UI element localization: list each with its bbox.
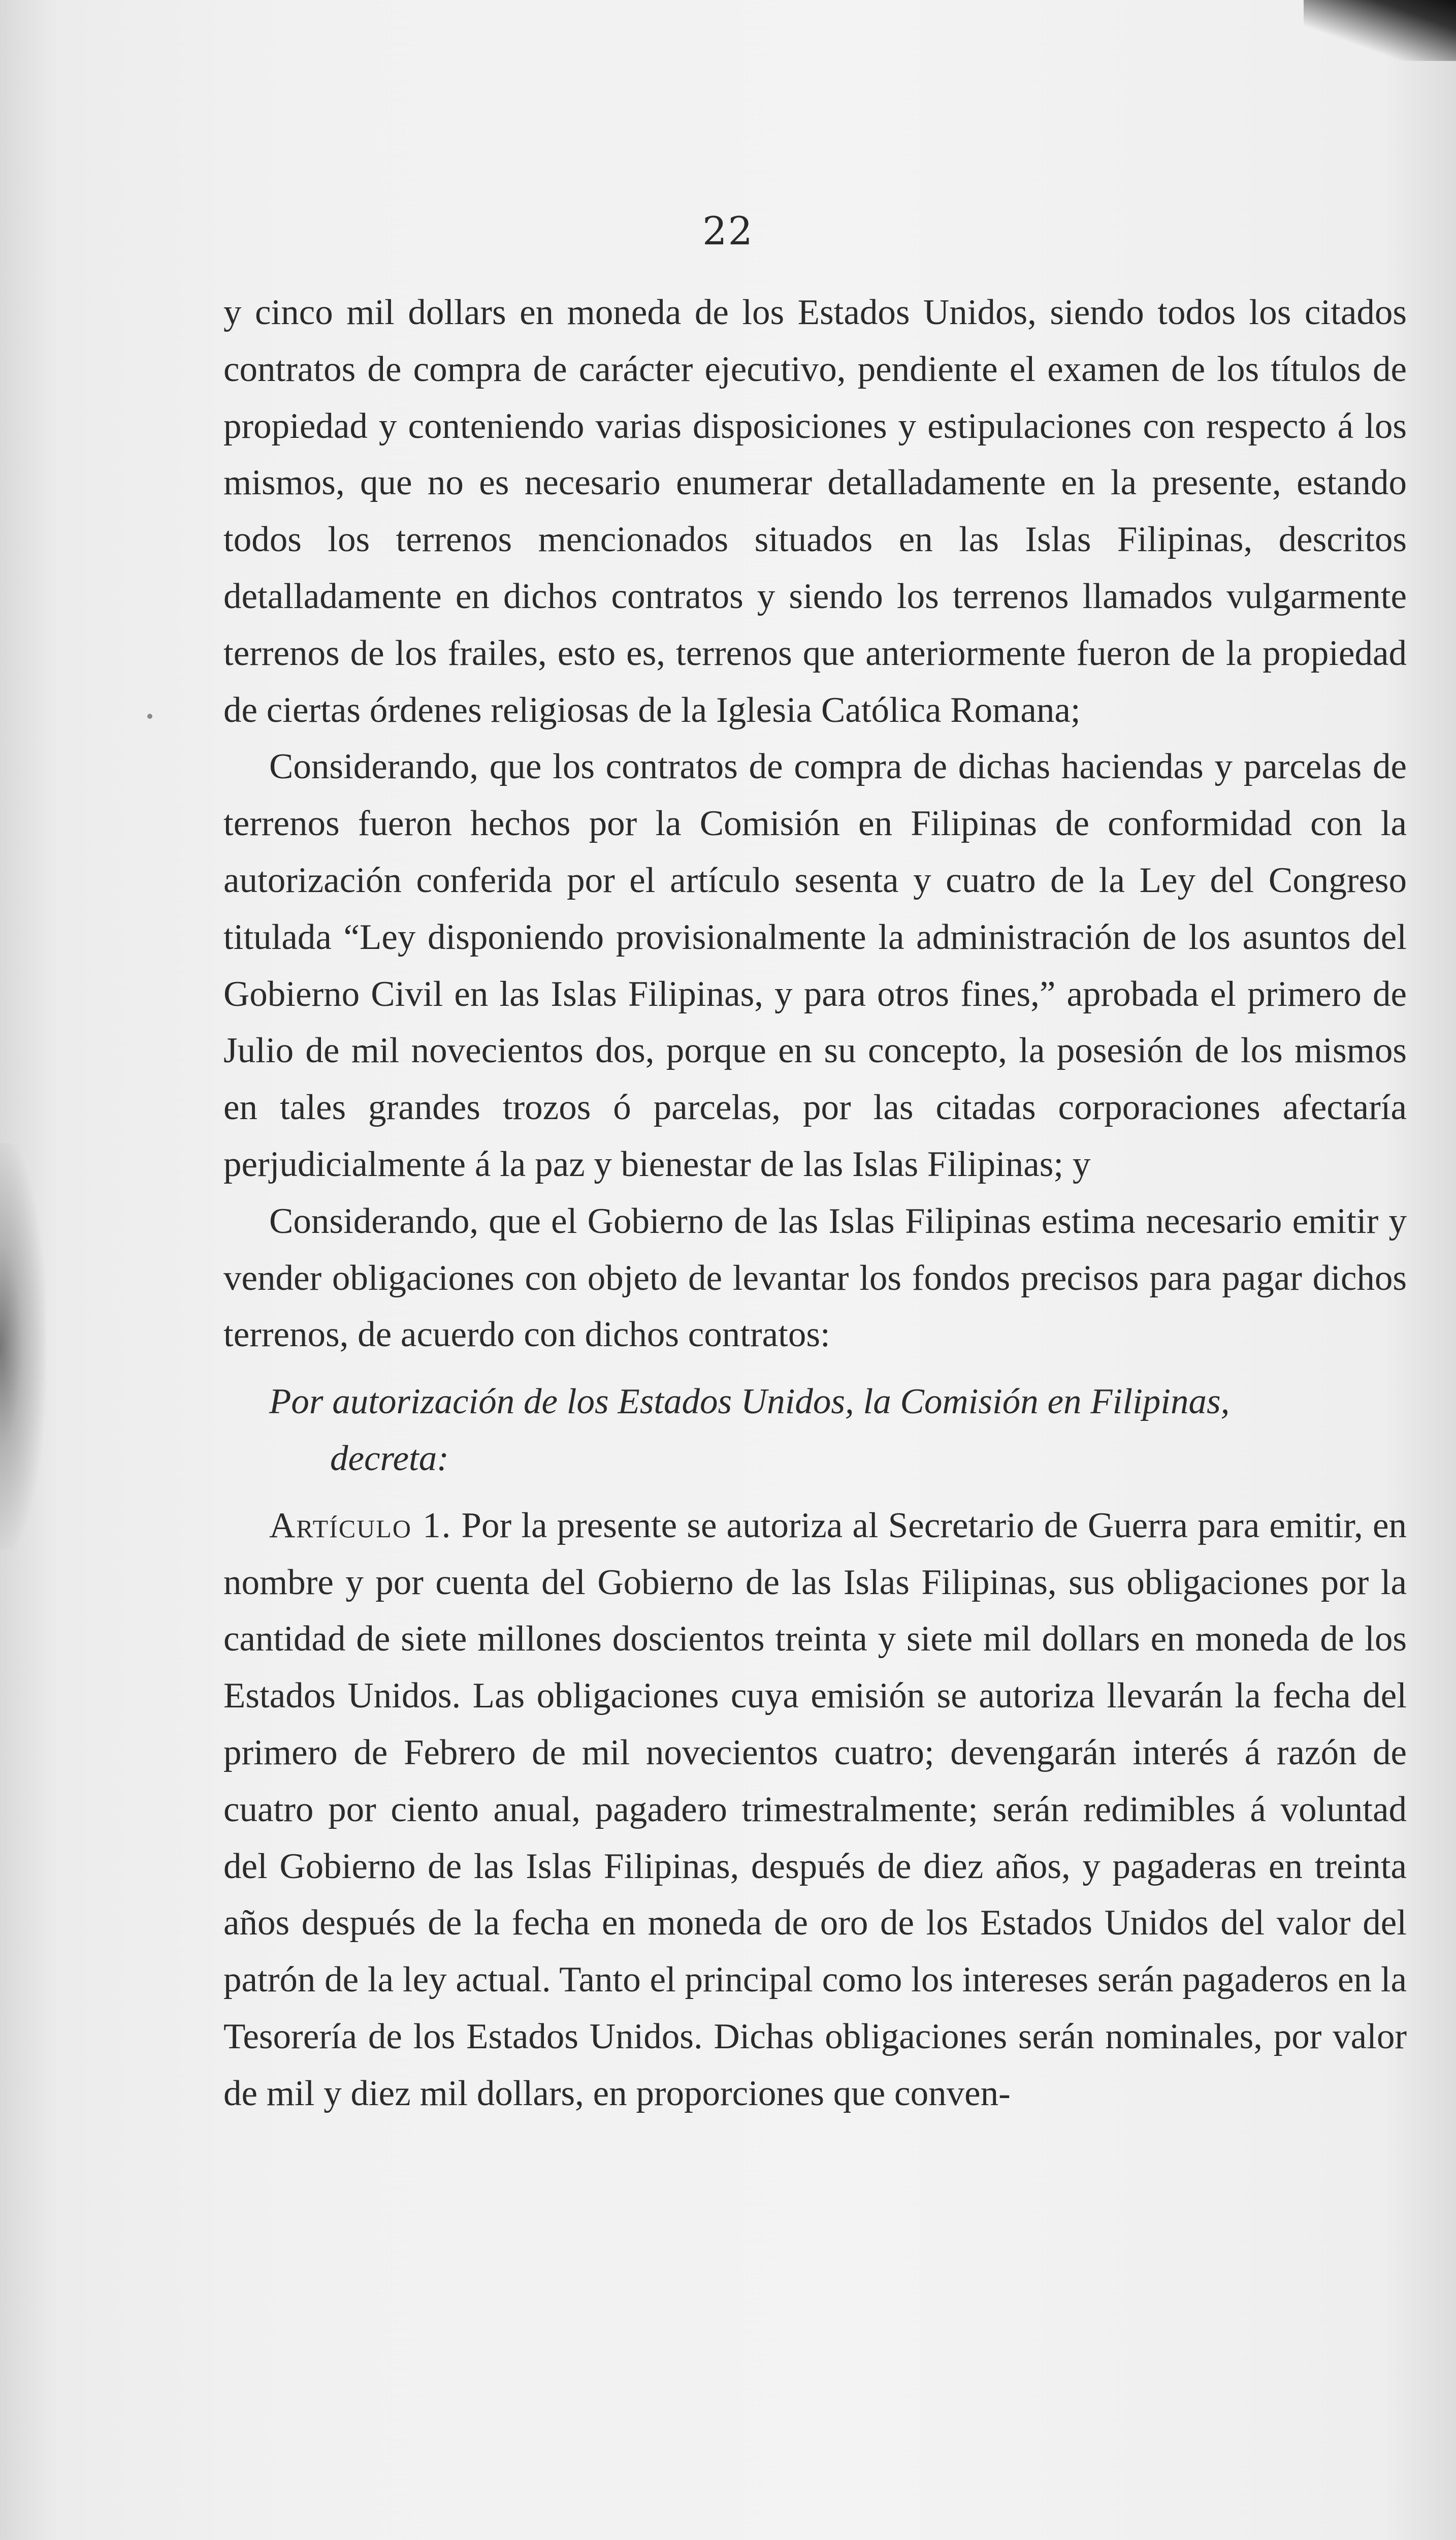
page-corner-shadow [1304, 0, 1456, 61]
article-label: Artículo 1. [269, 1505, 452, 1545]
article-1 [223, 1498, 1407, 2122]
decree-line-2: decreta: [330, 1438, 449, 1478]
article-text: Por la presente se autoriza al Secretario de Guerra para emitir, en nombre y por cuenta del Gobierno de las Islas Filipinas, sus obligaciones por la cantidad de siete millones doscientos treinta y siete mil dollars en moneda de los Estados Unidos. Las obligaciones cuya emisión se autoriza llevarán la fecha del primero de Febrero de mil novecientos cuatro; devengarán interés á razón de cuatro por ciento anual, pagadero trimestralmente; serán redimibles á voluntad del Gobierno de las Islas Filipinas, después de diez años, y pagaderas en treinta años después de la fecha en moneda de oro de los Estados Unidos del valor del patrón de la ley actual. Tanto el principal como los intereses serán pagaderos en la Tesorería de los Estados Unidos. Dichas obligaciones serán nominales, por valor de mil y diez mil dollars, en proporciones que conven- [223, 1505, 1407, 2113]
paragraph-continuation: y cinco mil dollars en moneda de los Estados Unidos, siendo todos los citados contratos de compra de carácter ejecutivo, pendiente el examen de los títulos de propiedad y conteniendo varias disposiciones y estipulaciones con respecto á los mismos, que no es necesario enumerar detalladamente en la presente, estando todos los terrenos mencionados situados en las Islas Filipinas, descritos detalladamente en dichos contratos y siendo los terrenos llamados vulgarmente terrenos de los frailes, esto es, terrenos que anteriormente fueron de la propiedad de ciertas órdenes religiosas de la Iglesia Católica Romana; [223, 293, 1407, 730]
paragraph-considerando-2: Considerando, que el Gobierno de las Islas Filipinas estima necesario emitir y vender obligaciones con objeto de levantar los fondos precisos para pagar dichos terrenos, de acuerdo con dichos contratos: [223, 1201, 1407, 1355]
paragraph-considerando-1: Considerando, que los contratos de compra de dichas haciendas y parcelas de terrenos fueron hechos por la Comisión en Filipinas de conformidad con la autorización conferida por el artículo sesenta y cuatro de la Ley del Congreso titulada “Ley disponiendo provisionalmente la administración de los asuntos del Gobierno Civil en las Islas Filipinas, y para otros fines,” aprobada el primero de Julio de mil novecientos dos, porque en su concepto, la posesión de los mismos en tales grandes trozos ó parcelas, por las citadas corporaciones afectaría perjudicialmente á la paz y bienestar de las Islas Filipinas; y [223, 747, 1407, 1184]
decree-clause [223, 1374, 1407, 1487]
margin-mark [147, 714, 152, 719]
decree-line-1: Por autorización de los Estados Unidos, la Comisión en Filipinas, [269, 1382, 1230, 1422]
page-number: 22 [702, 208, 754, 253]
body-text [223, 284, 1407, 2122]
binding-shadow [0, 1143, 46, 1549]
